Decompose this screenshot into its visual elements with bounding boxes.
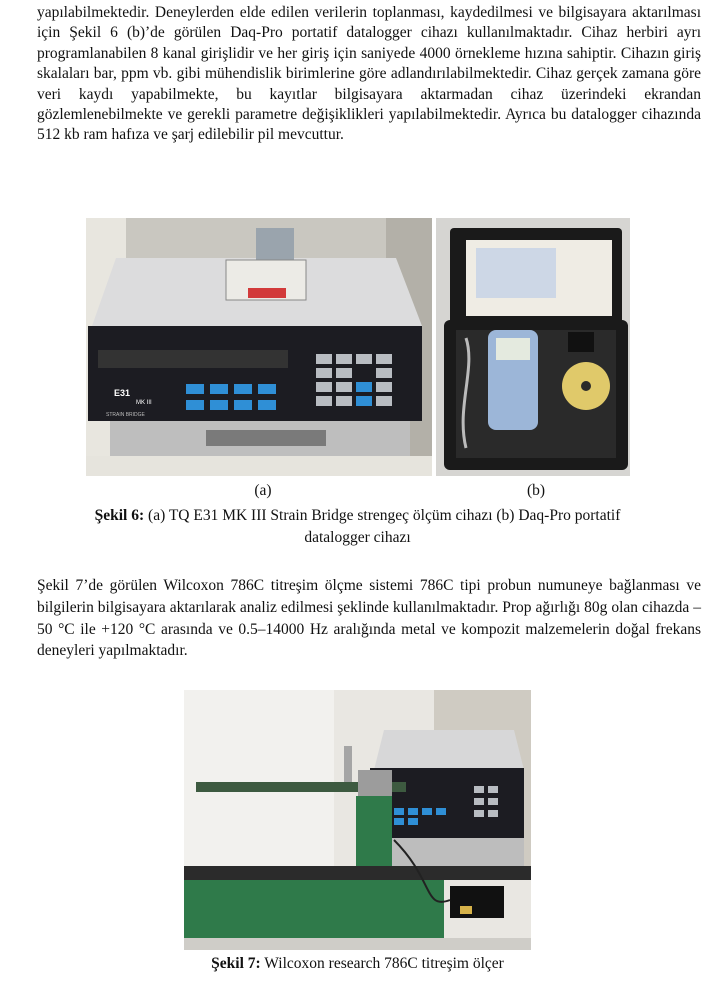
wilcoxon-rig-image (184, 690, 531, 950)
figure7-photo (184, 690, 531, 950)
figure6-caption-line1: (a) TQ E31 MK III Strain Bridge strengeç ölçüm cihazı (b) Daq-Pro portatif (144, 507, 621, 524)
device-model-text: MK III (136, 400, 152, 406)
figure6-label-a: (a) (254, 482, 272, 499)
paragraph-wilcoxon: Şekil 7’de görülen Wilcoxon 786C titreşim ölçme sistemi 786C tipi probun numuneye bağlanması ve bilgilerin bilgisayara aktarılarak analiz edilmesi şeklinde kullanılmaktadır. Prop ağırlığı 80g olan cihazda –50 °C ile +120 °C arasında ve 0.5–14000 Hz aralığında metal ve kompozit malzemelerin doğal frekans deneyleri yapılmaktadır. (37, 577, 701, 660)
figure6-label-b: (b) (526, 482, 546, 499)
paragraph-datalogger: yapılabilmektedir. Deneylerden elde edilen verilerin toplanması, kaydedilmesi ve bilgisayara aktarılması için Şekil 6 (b)’de görülen Daq-Pro portatif datalogger cihazı kullanılmaktadır. Cihaz herbiri ayrı programlanabilen 8 kanal girişlidir ve her giriş için saniyede 4000 örnekleme hızına sahiptir. Cihazın giriş skalaları bar, ppm vb. gibi mühendislik birimlerine göre adlandırılabilmektedir. Cihaz gerçek zamana göre veri kaydı yapabilmekte, bu kayıtlar bilgisayara aktarmadan cihaz üzerindeki ekrandan gözlemlenebilmekte ve gerekli parametre değişiklikleri yapılabilmektedir. Ayrıca bu datalogger cihazında 512 kb ram hafıza ve şarj edilebilir pil mevcuttur. (37, 4, 701, 144)
device-maker-text: STRAIN BRIDGE (106, 412, 145, 418)
figure6-caption-line2: datalogger cihazı (304, 529, 411, 546)
device-brand-text: E31 (114, 388, 131, 398)
figure7-caption-prefix: Şekil 7: (211, 955, 261, 972)
figure6-caption (20, 505, 695, 549)
figure7-caption (20, 955, 695, 973)
figure6-caption-prefix: Şekil 6: (94, 507, 145, 524)
figure6a-photo (86, 218, 432, 476)
strain-bridge-device-image (86, 218, 432, 476)
figure7-caption-text: Wilcoxon research 786C titreşim ölçer (260, 955, 504, 972)
daq-pro-case-image (436, 218, 630, 476)
figure6b-photo (436, 218, 630, 476)
